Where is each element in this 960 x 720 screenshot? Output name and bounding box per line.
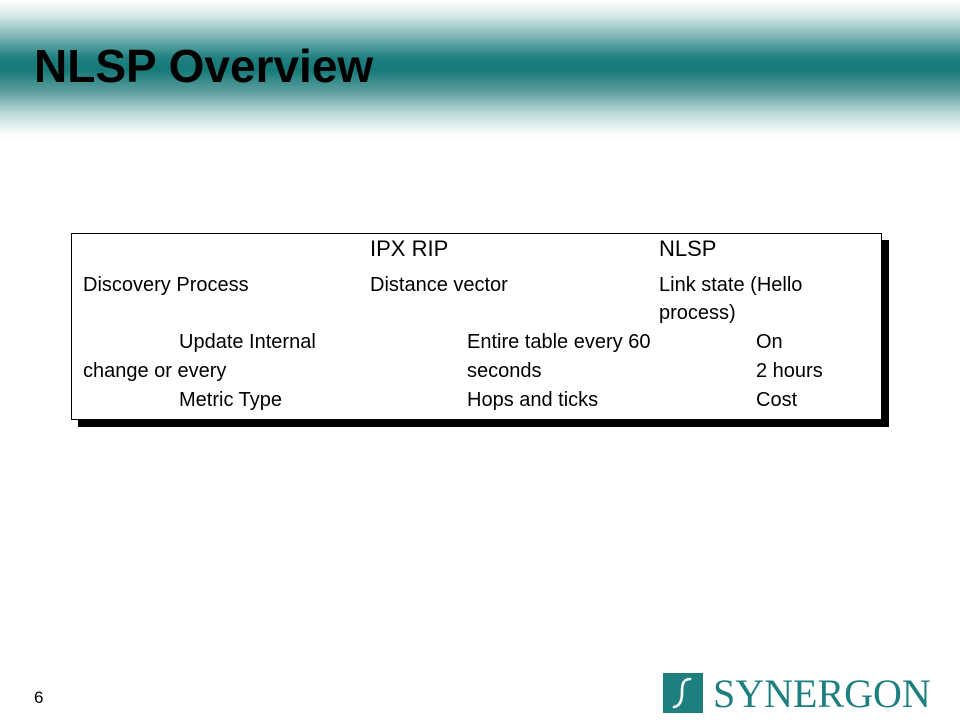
ipx-update-value-line2: seconds xyxy=(467,360,542,382)
page-number: 6 xyxy=(34,688,44,707)
ipx-metric-value: Hops and ticks xyxy=(467,389,599,411)
column-header-nlsp: NLSP xyxy=(659,236,717,261)
row-label-update-continuation: change or every xyxy=(83,360,227,382)
slide-title: NLSP Overview xyxy=(34,40,374,92)
row-label-update-internal: Update Internal xyxy=(179,331,316,353)
logo-wordmark: SYNERGON xyxy=(713,671,931,716)
row-label-metric-type: Metric Type xyxy=(179,389,282,411)
nlsp-update-value-line2: 2 hours xyxy=(756,360,823,382)
s-swoosh-logo-icon xyxy=(663,673,703,713)
comparison-text-box xyxy=(71,233,882,420)
ipx-discovery-value: Distance vector xyxy=(370,274,508,296)
synergon-logo xyxy=(663,671,948,716)
ipx-update-value-line1: Entire table every 60 xyxy=(467,331,651,353)
nlsp-discovery-value-line1: Link state (Hello xyxy=(659,274,803,296)
nlsp-discovery-value-line2: process) xyxy=(659,302,736,324)
nlsp-update-value-line1: On xyxy=(756,331,783,353)
column-header-ipx-rip: IPX RIP xyxy=(370,236,449,261)
row-label-discovery-process: Discovery Process xyxy=(83,274,249,296)
nlsp-metric-value: Cost xyxy=(756,389,798,411)
